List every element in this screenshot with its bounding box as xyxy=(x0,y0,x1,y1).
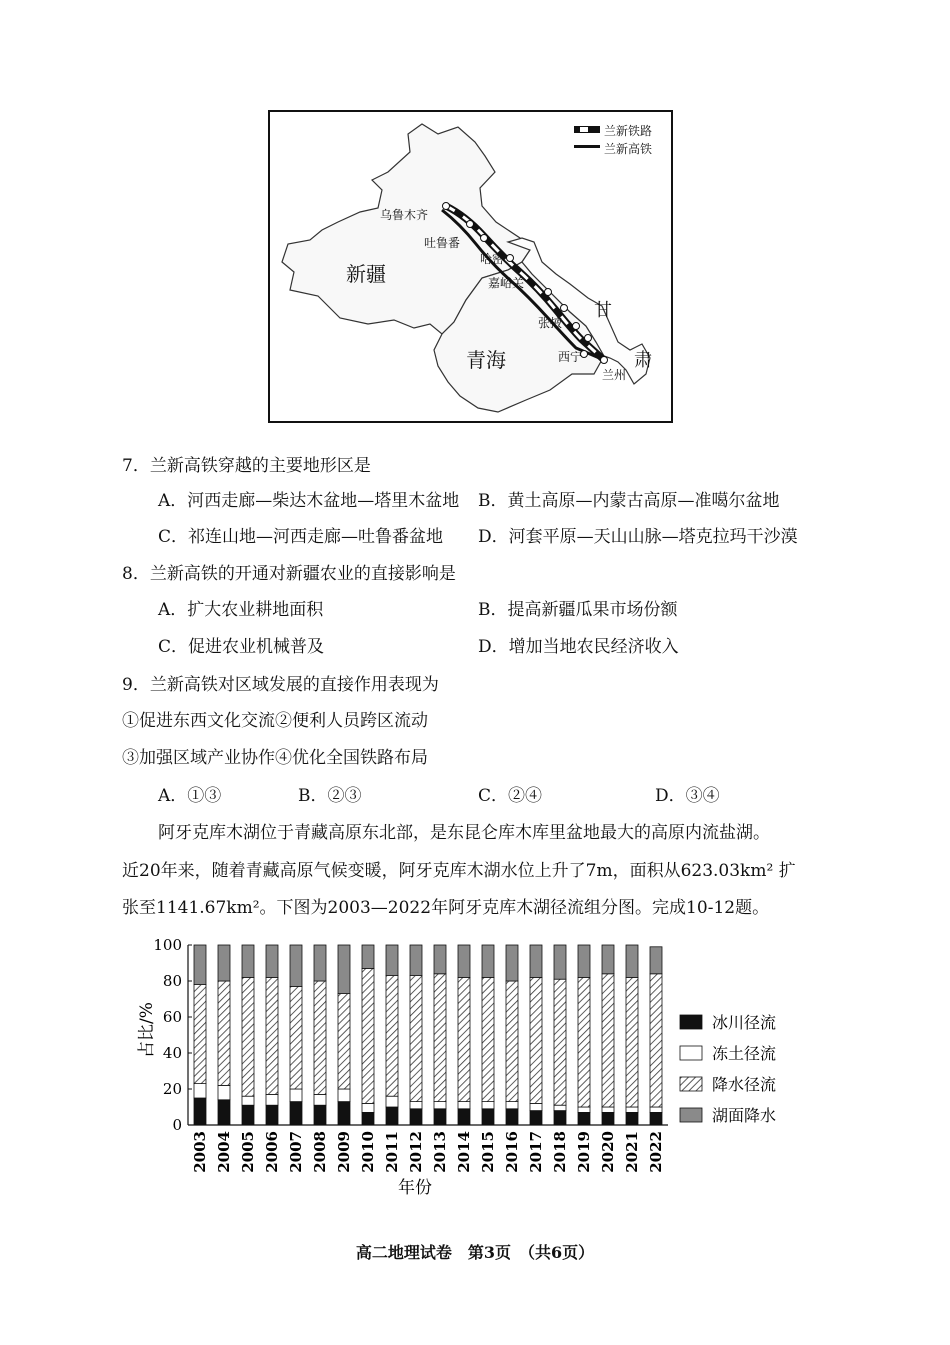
bar-segment xyxy=(458,977,470,1101)
city-xining: 西宁 xyxy=(558,350,583,364)
bar-segment xyxy=(626,1112,638,1125)
bar-segment xyxy=(554,1111,566,1125)
bar-segment xyxy=(338,945,350,994)
bar-segment xyxy=(362,1103,374,1112)
bar-segment xyxy=(578,945,590,977)
legend-label: 降水径流 xyxy=(712,1075,777,1094)
legend-highspeed-symbol xyxy=(574,145,600,148)
bar-segment xyxy=(410,1109,422,1125)
bar-segment xyxy=(362,1112,374,1125)
bar-segment xyxy=(602,1112,614,1125)
legend-swatch xyxy=(680,1046,702,1060)
bar-segment xyxy=(386,1096,398,1107)
q8-option-d: D．增加当地农民经济收入 xyxy=(478,637,679,657)
city-dot xyxy=(601,357,608,364)
bar-segment xyxy=(338,994,350,1089)
bar-segment xyxy=(482,977,494,1101)
city-dot xyxy=(585,335,592,342)
x-tick-label: 2008 xyxy=(311,1131,329,1173)
x-tick-label: 2015 xyxy=(479,1131,497,1173)
bar-segment xyxy=(530,1111,542,1125)
q7-option-d: D．河套平原—天山山脉—塔克拉玛干沙漠 xyxy=(478,527,798,547)
bar-segment xyxy=(386,945,398,976)
city-dot xyxy=(573,323,580,330)
q7-option-a: A．河西走廊—柴达木盆地—塔里木盆地 xyxy=(158,491,460,511)
x-tick-label: 2007 xyxy=(287,1131,305,1173)
legend-swatch xyxy=(680,1108,702,1122)
bar-segment xyxy=(386,1107,398,1125)
city-zhangye: 张掖 xyxy=(538,316,563,330)
runoff-composition-chart xyxy=(130,935,810,1210)
bar-segment xyxy=(218,981,230,1085)
bar-segment xyxy=(482,945,494,977)
bar-segment xyxy=(458,1102,470,1109)
city-urumqi: 乌鲁木齐 xyxy=(380,208,429,222)
x-tick-label: 2004 xyxy=(215,1131,233,1173)
q9-option-c: C．②④ xyxy=(478,786,543,806)
bar-segment xyxy=(650,974,662,1107)
bar-segment xyxy=(266,945,278,977)
bar-segment xyxy=(626,1107,638,1112)
bar-segment xyxy=(362,945,374,968)
bar-segment xyxy=(650,1112,662,1125)
y-tick-label: 0 xyxy=(172,1116,182,1134)
bar-segment xyxy=(410,1102,422,1109)
bar-segment xyxy=(578,977,590,1107)
x-tick-label: 2021 xyxy=(623,1131,641,1173)
bar-segment xyxy=(338,1089,350,1102)
bar-segment xyxy=(602,1107,614,1112)
q7-stem: 7．兰新高铁穿越的主要地形区是 xyxy=(122,456,371,476)
bar-segment xyxy=(554,979,566,1105)
legend-label: 冻土径流 xyxy=(712,1044,777,1063)
bar-segment xyxy=(554,1105,566,1110)
bar-segment xyxy=(650,1107,662,1112)
bar-segment xyxy=(242,977,254,1096)
bar-segment xyxy=(626,977,638,1107)
page-footer: 高二地理试卷 第3页 （共6页） xyxy=(355,1243,595,1262)
y-tick-label: 20 xyxy=(162,1080,182,1098)
bar-segment xyxy=(458,1109,470,1125)
q9-option-a: A．①③ xyxy=(158,786,222,806)
legend-label: 湖面降水 xyxy=(712,1106,777,1125)
x-tick-label: 2016 xyxy=(503,1131,521,1173)
q9-statements-1: ①促进东西文化交流②便利人员跨区流动 xyxy=(122,711,428,731)
x-tick-label: 2019 xyxy=(575,1131,593,1173)
bar-segment xyxy=(482,1102,494,1109)
bar-segment xyxy=(266,1094,278,1105)
x-tick-label: 2010 xyxy=(359,1131,377,1173)
bar-segment xyxy=(578,1112,590,1125)
x-tick-label: 2022 xyxy=(647,1131,665,1173)
y-axis-label: 占比/% xyxy=(137,1002,157,1058)
bar-segment xyxy=(386,976,398,1097)
x-tick-label: 2011 xyxy=(383,1131,401,1173)
bar-segment xyxy=(218,1085,230,1099)
q8-option-b: B．提高新疆瓜果市场份额 xyxy=(478,600,678,620)
bar-segment xyxy=(314,1094,326,1105)
x-tick-label: 2006 xyxy=(263,1131,281,1173)
bar-segment xyxy=(194,945,206,985)
q7-option-c: C．祁连山地—河西走廊—吐鲁番盆地 xyxy=(158,527,444,547)
city-dot xyxy=(561,305,568,312)
bar-segment xyxy=(626,945,638,977)
bar-segment xyxy=(434,1102,446,1109)
x-tick-label: 2012 xyxy=(407,1131,425,1173)
x-tick-label: 2014 xyxy=(455,1131,473,1173)
bar-segment xyxy=(266,977,278,1094)
city-dot xyxy=(443,203,450,210)
bar-segment xyxy=(410,976,422,1102)
bar-segment xyxy=(242,945,254,977)
bar-segment xyxy=(506,945,518,981)
x-tick-label: 2003 xyxy=(191,1131,209,1173)
legend-railway-label: 兰新铁路 xyxy=(604,124,653,138)
q8-option-a: A．扩大农业耕地面积 xyxy=(158,600,324,620)
y-tick-label: 100 xyxy=(153,936,182,954)
x-tick-label: 2005 xyxy=(239,1131,257,1173)
q7-option-b: B．黄土高原—内蒙古高原—准噶尔盆地 xyxy=(478,491,780,511)
bar-segment xyxy=(314,945,326,981)
y-tick-label: 40 xyxy=(162,1044,182,1062)
bar-segment xyxy=(290,945,302,986)
bar-segment xyxy=(218,1100,230,1125)
bar-segment xyxy=(338,1102,350,1125)
region-xinjiang: 新疆 xyxy=(346,262,386,286)
region-gan: 甘 xyxy=(594,300,612,321)
bar-segment xyxy=(218,945,230,981)
q9-statements-2: ③加强区域产业协作④优化全国铁路布局 xyxy=(122,748,428,768)
bar-segment xyxy=(290,1102,302,1125)
region-qinghai: 青海 xyxy=(466,348,506,372)
bar-segment xyxy=(602,974,614,1107)
x-axis-label: 年份 xyxy=(398,1178,432,1198)
bar-segment xyxy=(650,947,662,974)
q9-option-b: B．②③ xyxy=(298,786,362,806)
y-tick-label: 60 xyxy=(162,1008,182,1026)
bar-segment xyxy=(554,945,566,979)
bar-segment xyxy=(362,968,374,1103)
city-turpan: 吐鲁番 xyxy=(424,236,461,250)
legend-swatch xyxy=(680,1077,702,1091)
railway-map xyxy=(268,110,673,423)
q9-option-d: D．③④ xyxy=(655,786,720,806)
bar-segment xyxy=(410,945,422,976)
bar-segment xyxy=(506,1109,518,1125)
bar-segment xyxy=(290,1089,302,1102)
bar-segment xyxy=(266,1105,278,1125)
bar-segment xyxy=(530,945,542,977)
city-dot xyxy=(467,221,474,228)
x-tick-label: 2013 xyxy=(431,1131,449,1173)
bar-segment xyxy=(602,945,614,974)
city-dot xyxy=(481,235,488,242)
q8-option-c: C．促进农业机械普及 xyxy=(158,637,325,657)
city-jiayuguan: 嘉峪关 xyxy=(488,276,525,290)
bar-segment xyxy=(434,974,446,1102)
bar-segment xyxy=(458,945,470,977)
passage-line-3: 张至1141.67km²。下图为2003—2022年阿牙克库木湖径流组分图。完成10-12题。 xyxy=(122,898,770,918)
city-hami: 哈密 xyxy=(480,252,505,266)
legend-label: 冰川径流 xyxy=(712,1013,777,1032)
bar-segment xyxy=(578,1107,590,1112)
x-tick-label: 2020 xyxy=(599,1131,617,1173)
bar-segment xyxy=(194,985,206,1084)
y-tick-label: 80 xyxy=(162,972,182,990)
legend-swatch xyxy=(680,1015,702,1029)
bar-segment xyxy=(530,1103,542,1110)
legend-highspeed-label: 兰新高铁 xyxy=(604,142,653,156)
bar-segment xyxy=(194,1084,206,1098)
bar-segment xyxy=(434,1109,446,1125)
bar-segment xyxy=(434,945,446,974)
q8-stem: 8．兰新高铁的开通对新疆农业的直接影响是 xyxy=(122,564,456,584)
city-dot xyxy=(545,289,552,296)
passage-line-1: 阿牙克库木湖位于青藏高原东北部，是东昆仑库木库里盆地最大的高原内流盐湖。 xyxy=(158,823,770,843)
bar-segment xyxy=(242,1105,254,1125)
bar-segment xyxy=(530,977,542,1103)
bar-segment xyxy=(482,1109,494,1125)
x-tick-label: 2018 xyxy=(551,1131,569,1173)
x-tick-label: 2009 xyxy=(335,1131,353,1173)
x-tick-label: 2017 xyxy=(527,1131,545,1173)
city-lanzhou: 兰州 xyxy=(602,368,627,382)
bar-segment xyxy=(314,981,326,1094)
city-dot xyxy=(507,255,514,262)
bar-segment xyxy=(290,986,302,1089)
bar-segment xyxy=(314,1105,326,1125)
bar-segment xyxy=(506,981,518,1102)
passage-line-2: 近20年来，随着青藏高原气候变暖，阿牙克库木湖水位上升了7m，面积从623.03km² 扩 xyxy=(122,861,796,881)
region-su: 肃 xyxy=(634,350,652,371)
q9-stem: 9．兰新高铁对区域发展的直接作用表现为 xyxy=(122,675,439,695)
bar-segment xyxy=(242,1096,254,1105)
bar-segment xyxy=(506,1102,518,1109)
bar-segment xyxy=(194,1098,206,1125)
